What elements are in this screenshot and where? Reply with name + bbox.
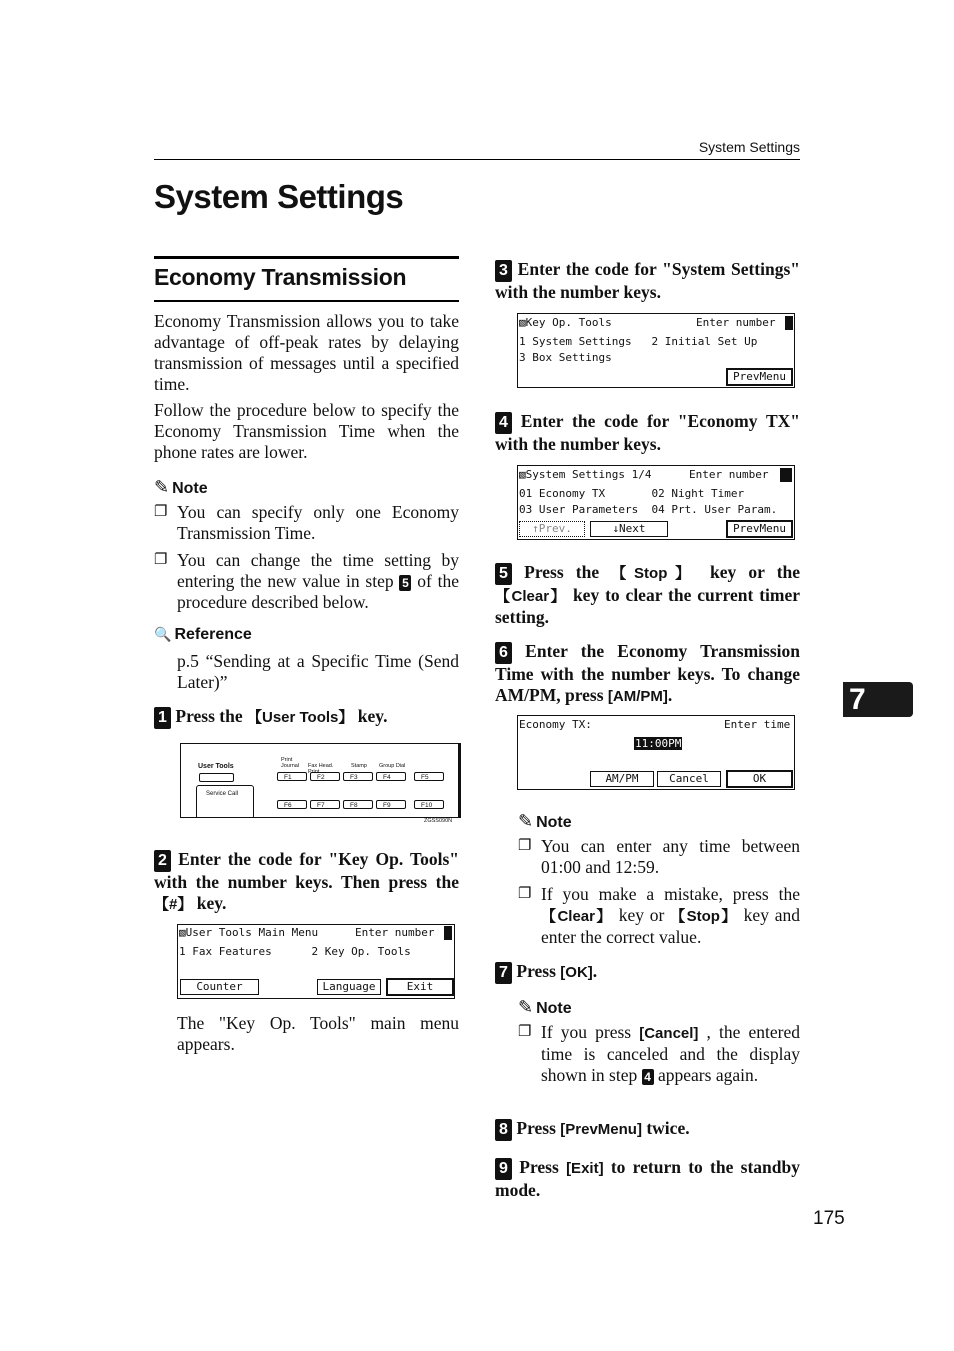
step-9: 9 Press [Exit] to return to the standby mode. <box>495 1157 800 1200</box>
user-tools-label: User Tools <box>198 763 234 770</box>
figure-code: ZGSS090N <box>424 818 453 824</box>
lcd-line: 1 System Settings 2 Initial Set Up <box>519 335 758 348</box>
checkbox-bullet-icon: ❐ <box>518 838 532 854</box>
function-key-f7[interactable]: F7 <box>310 800 340 809</box>
intro-paragraph-2: Follow the procedure below to specify the Economy Transmission Time when the phone rates are lower. <box>154 400 459 462</box>
checkbox-bullet-icon: ❐ <box>154 552 168 568</box>
checkbox-bullet-icon: ❐ <box>518 886 532 902</box>
pencil-icon: ✎ <box>518 811 534 831</box>
lcd-prompt: Enter number <box>689 468 769 481</box>
step-2: 2 Enter the code for "Key Op. Tools" with the number keys. Then press the 【#】 key. <box>154 849 459 913</box>
function-key-f2[interactable]: F2 <box>310 772 340 781</box>
note-item: ❐ You can enter any time between 01:00 and 12:59. <box>518 836 800 877</box>
lcd-line: ▧Key Op. Tools <box>519 316 612 329</box>
function-key-f8[interactable]: F8 <box>343 800 373 809</box>
lcd-prompt: Enter number <box>355 926 435 939</box>
section-heading: Economy Transmission <box>154 264 407 290</box>
lcd-line: 1 Fax Features 2 Key Op. Tools <box>179 945 411 958</box>
step-number-badge: 2 <box>154 850 171 872</box>
header-rule <box>154 159 800 160</box>
step-number-badge: 6 <box>495 642 512 664</box>
chapter-tab: 7 <box>843 682 913 717</box>
note-heading: ✎ Note <box>518 811 572 831</box>
magnifier-icon: 🔍 <box>154 626 172 642</box>
reference-text: p.5 “Sending at a Specific Time (Send Later)” <box>177 651 459 692</box>
lcd-cursor <box>780 468 792 482</box>
service-panel <box>196 785 254 818</box>
next-button[interactable]: ↓Next <box>590 521 668 537</box>
step-1: 1 Press the 【User Tools】 key. <box>154 706 459 729</box>
lcd-economy-tx <box>517 715 795 790</box>
step-number-badge: 8 <box>495 1119 512 1141</box>
user-tools-key[interactable] <box>199 773 234 782</box>
step-3: 3 Enter the code for "System Settings" with the number keys. <box>495 259 800 302</box>
lcd-line: ▧User Tools Main Menu <box>179 926 319 939</box>
section-rule-bottom <box>154 300 459 302</box>
function-key-f9[interactable]: F9 <box>376 800 406 809</box>
step-number-badge: 1 <box>154 707 171 729</box>
lcd-line: Economy TX: <box>519 718 592 731</box>
ok-button[interactable]: OK <box>726 770 793 788</box>
step-number-badge: 4 <box>642 1069 654 1085</box>
step-number-badge: 3 <box>495 260 512 282</box>
step-4: 4 Enter the code for "Economy TX" with the number keys. <box>495 411 800 454</box>
prevmenu-button[interactable]: PrevMenu <box>726 520 793 538</box>
exit-button[interactable]: Exit <box>386 978 454 996</box>
step-2-result: The "Key Op. Tools" main menu appears. <box>177 1013 459 1054</box>
note-heading: ✎ Note <box>154 477 208 497</box>
lcd-user-tools-main-menu <box>177 924 455 999</box>
lcd-cursor <box>444 926 452 940</box>
checkbox-bullet-icon: ❐ <box>518 1024 532 1040</box>
fax-head-print-label: Fax Head. Print <box>308 763 334 775</box>
step-7: 7 Press [OK]. <box>495 961 800 984</box>
step-number-badge: 7 <box>495 962 512 984</box>
page-title: System Settings <box>154 178 404 215</box>
lcd-line: 3 Box Settings <box>519 351 612 364</box>
language-button[interactable]: Language <box>317 979 381 995</box>
lcd-line: 03 User Parameters 04 Prt. User Param. <box>519 503 778 516</box>
group-dial-label: Group Dial <box>379 763 406 769</box>
pencil-icon: ✎ <box>518 997 534 1017</box>
note-heading: ✎ Note <box>518 997 572 1017</box>
function-key-f1[interactable]: F1 <box>277 772 307 781</box>
running-head: System Settings <box>698 139 800 155</box>
note-item: ❐ If you press [Cancel] , the entered time is canceled and the display shown in step 4 appears again. <box>518 1022 801 1085</box>
function-key-f5[interactable]: F5 <box>414 772 444 781</box>
step-number-badge: 5 <box>495 563 512 585</box>
cancel-button[interactable]: Cancel <box>657 771 721 787</box>
function-key-f10[interactable]: F10 <box>414 800 444 809</box>
lcd-system-settings <box>517 465 795 540</box>
lcd-prompt: Enter time <box>724 718 791 731</box>
section-rule-top <box>154 256 459 259</box>
step-number-badge: 5 <box>399 575 411 591</box>
function-key-f3[interactable]: F3 <box>343 772 373 781</box>
print-journal-label: Print Journal <box>281 757 300 769</box>
note-item: ❐ If you make a mistake, press the 【Clear】 key or 【Stop】 key and enter the correct value. <box>518 884 801 947</box>
pencil-icon: ✎ <box>154 477 170 497</box>
lcd-cursor <box>785 316 793 330</box>
counter-button[interactable]: Counter <box>180 979 259 995</box>
checkbox-bullet-icon: ❐ <box>154 504 168 520</box>
step-8: 8 Press [PrevMenu] twice. <box>495 1118 800 1141</box>
intro-paragraph-1: Economy Transmission allows you to take advantage of off-peak rates by delaying transmission of messages until a specified time. <box>154 311 459 394</box>
lcd-prompt: Enter number <box>696 316 776 329</box>
note-item: ❐ You can change the time setting by entering the new value in step 5 of the procedure described below. <box>154 550 459 612</box>
step-5: 5 Press the 【Stop】 key or the 【Clear】 key to clear the current timer setting. <box>495 562 801 627</box>
stamp-label: Stamp <box>351 763 367 769</box>
time-input[interactable]: 11:00PM <box>635 737 682 750</box>
reference-heading: 🔍 Reference <box>154 626 252 643</box>
am-pm-button[interactable]: AM/PM <box>590 771 654 787</box>
step-number-badge: 4 <box>495 412 512 434</box>
service-call-label: Service Call <box>206 791 239 797</box>
control-panel-illustration <box>180 743 461 818</box>
page-number: 175 <box>813 1208 845 1229</box>
function-key-f4[interactable]: F4 <box>376 772 406 781</box>
prev-button[interactable]: ↑Prev. <box>519 521 585 537</box>
lcd-line: 01 Economy TX 02 Night Timer <box>519 487 745 500</box>
prevmenu-button[interactable]: PrevMenu <box>726 368 793 386</box>
note-item: ❐ You can specify only one Economy Transmission Time. <box>154 502 459 543</box>
lcd-key-op-tools <box>517 313 795 388</box>
lcd-line: ▧System Settings 1/4 <box>519 468 652 481</box>
function-key-f6[interactable]: F6 <box>277 800 307 809</box>
step-6: 6 Enter the Economy Transmission Time with the number keys. To change AM/PM, press [AM/PM]. <box>495 641 800 705</box>
step-number-badge: 9 <box>495 1158 512 1180</box>
